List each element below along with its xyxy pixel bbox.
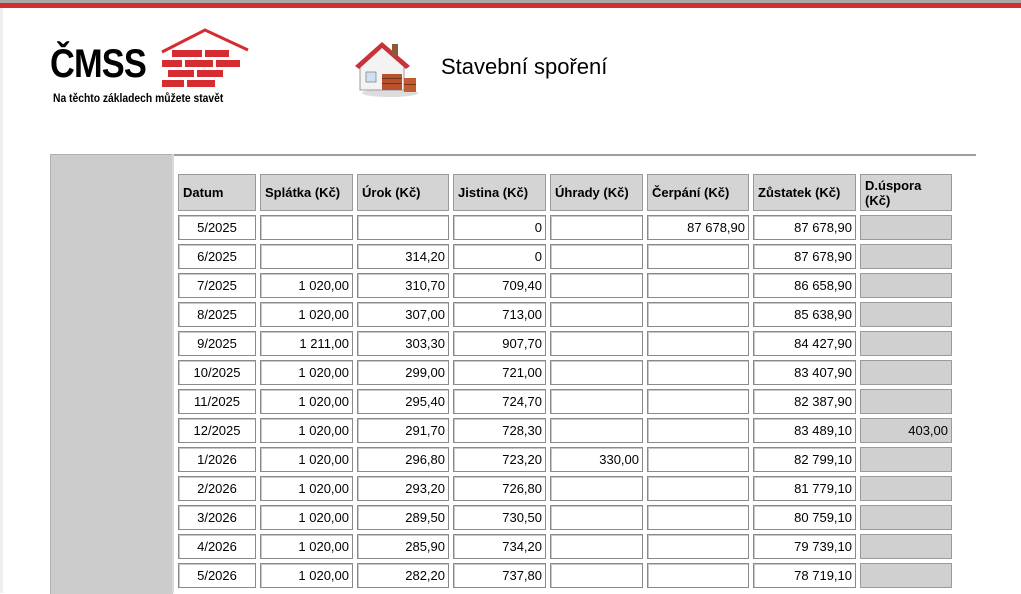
table-row	[178, 215, 952, 240]
cell-urok: 293,20	[357, 476, 449, 501]
cell-jistina: 713,00	[453, 302, 546, 327]
cell-splatka: 1 020,00	[260, 447, 353, 472]
cell-zustatek: 86 658,90	[753, 273, 856, 298]
cell-uhrady	[550, 534, 643, 559]
cell-datum: 12/2025	[178, 418, 256, 443]
col-header-splatka: Splátka (Kč)	[260, 174, 353, 211]
cell-datum: 3/2026	[178, 505, 256, 530]
cell-cerpani	[647, 476, 749, 501]
cell-splatka: 1 020,00	[260, 273, 353, 298]
table-row	[178, 476, 952, 501]
cell-uhrady	[550, 302, 643, 327]
cell-jistina: 0	[453, 244, 546, 269]
logo-tagline: Na těchto základech můžete stavět	[53, 91, 224, 105]
cell-zustatek: 82 799,10	[753, 447, 856, 472]
cell-urok: 310,70	[357, 273, 449, 298]
cell-cerpani	[647, 244, 749, 269]
repayment-schedule-table	[174, 170, 956, 592]
cell-zustatek: 87 678,90	[753, 215, 856, 240]
cell-cerpani	[647, 273, 749, 298]
cell-cerpani	[647, 302, 749, 327]
cell-jistina: 724,70	[453, 389, 546, 414]
cell-jistina: 726,80	[453, 476, 546, 501]
cell-urok: 291,70	[357, 418, 449, 443]
cell-urok: 296,80	[357, 447, 449, 472]
cell-datum: 5/2025	[178, 215, 256, 240]
cell-duspora	[860, 302, 952, 327]
cell-jistina: 721,00	[453, 360, 546, 385]
cell-jistina: 730,50	[453, 505, 546, 530]
cell-urok: 295,40	[357, 389, 449, 414]
cell-urok	[357, 215, 449, 240]
cell-duspora	[860, 389, 952, 414]
cell-uhrady	[550, 244, 643, 269]
content-top-divider	[172, 154, 976, 156]
cell-duspora	[860, 476, 952, 501]
cell-jistina: 737,80	[453, 563, 546, 588]
col-header-uhrady: Úhrady (Kč)	[550, 174, 643, 211]
cell-splatka: 1 020,00	[260, 505, 353, 530]
cell-jistina: 0	[453, 215, 546, 240]
cell-duspora	[860, 273, 952, 298]
cell-uhrady	[550, 273, 643, 298]
cell-urok: 307,00	[357, 302, 449, 327]
table-row	[178, 244, 952, 269]
cell-datum: 8/2025	[178, 302, 256, 327]
cell-zustatek: 80 759,10	[753, 505, 856, 530]
cell-datum: 5/2026	[178, 563, 256, 588]
cell-zustatek: 83 407,90	[753, 360, 856, 385]
cell-urok: 314,20	[357, 244, 449, 269]
cell-cerpani	[647, 389, 749, 414]
cell-zustatek: 79 739,10	[753, 534, 856, 559]
cell-uhrady	[550, 418, 643, 443]
top-red-stripe	[0, 3, 1021, 8]
house-icon	[352, 38, 422, 98]
col-header-duspora: D.úspora (Kč)	[860, 174, 952, 211]
cell-splatka: 1 020,00	[260, 418, 353, 443]
cell-uhrady	[550, 331, 643, 356]
cell-duspora	[860, 215, 952, 240]
cell-uhrady	[550, 476, 643, 501]
col-header-urok: Úrok (Kč)	[357, 174, 449, 211]
col-header-zustatek: Zůstatek (Kč)	[753, 174, 856, 211]
cell-duspora	[860, 360, 952, 385]
table-row	[178, 360, 952, 385]
cmss-logo[interactable]	[50, 28, 250, 108]
cell-urok: 289,50	[357, 505, 449, 530]
table-row	[178, 563, 952, 588]
cell-datum: 2/2026	[178, 476, 256, 501]
page-title: Stavební spoření	[441, 54, 608, 79]
cell-zustatek: 83 489,10	[753, 418, 856, 443]
cell-cerpani	[647, 534, 749, 559]
table-row	[178, 273, 952, 298]
cell-splatka: 1 020,00	[260, 302, 353, 327]
table-row	[178, 505, 952, 530]
cell-duspora	[860, 331, 952, 356]
cell-uhrady	[550, 505, 643, 530]
cell-uhrady	[550, 563, 643, 588]
cell-urok: 285,90	[357, 534, 449, 559]
brick-roof-icon	[160, 28, 250, 90]
cell-splatka	[260, 244, 353, 269]
cell-zustatek: 87 678,90	[753, 244, 856, 269]
cell-duspora	[860, 534, 952, 559]
table-row	[178, 331, 952, 356]
cell-duspora	[860, 447, 952, 472]
col-header-jistina: Jistina (Kč)	[453, 174, 546, 211]
cell-jistina: 907,70	[453, 331, 546, 356]
cell-datum: 11/2025	[178, 389, 256, 414]
cell-cerpani	[647, 447, 749, 472]
cell-jistina: 709,40	[453, 273, 546, 298]
cell-duspora	[860, 505, 952, 530]
cell-zustatek: 78 719,10	[753, 563, 856, 588]
cell-cerpani	[647, 505, 749, 530]
table-row	[178, 389, 952, 414]
cell-cerpani	[647, 360, 749, 385]
cell-urok: 282,20	[357, 563, 449, 588]
left-sidebar-panel	[50, 154, 173, 594]
cell-zustatek: 85 638,90	[753, 302, 856, 327]
cell-splatka: 1 020,00	[260, 476, 353, 501]
cell-zustatek: 82 387,90	[753, 389, 856, 414]
cell-uhrady	[550, 389, 643, 414]
cell-splatka: 1 020,00	[260, 563, 353, 588]
table-row	[178, 418, 952, 443]
col-header-datum: Datum	[178, 174, 256, 211]
table-row	[178, 534, 952, 559]
cell-datum: 6/2025	[178, 244, 256, 269]
cell-datum: 4/2026	[178, 534, 256, 559]
cell-duspora: 403,00	[860, 418, 952, 443]
cell-datum: 9/2025	[178, 331, 256, 356]
cell-duspora	[860, 563, 952, 588]
cell-cerpani: 87 678,90	[647, 215, 749, 240]
cell-datum: 1/2026	[178, 447, 256, 472]
left-edge-strip	[0, 8, 3, 593]
table-row	[178, 447, 952, 472]
cell-splatka: 1 020,00	[260, 360, 353, 385]
col-header-cerpani: Čerpání (Kč)	[647, 174, 749, 211]
cell-splatka: 1 211,00	[260, 331, 353, 356]
cell-splatka	[260, 215, 353, 240]
cell-urok: 299,00	[357, 360, 449, 385]
cell-uhrady	[550, 215, 643, 240]
table-header-row	[178, 174, 952, 211]
cell-cerpani	[647, 563, 749, 588]
cell-uhrady: 330,00	[550, 447, 643, 472]
cell-uhrady	[550, 360, 643, 385]
cell-duspora	[860, 244, 952, 269]
cell-jistina: 728,30	[453, 418, 546, 443]
cell-jistina: 734,20	[453, 534, 546, 559]
table-row	[178, 302, 952, 327]
cell-zustatek: 81 779,10	[753, 476, 856, 501]
logo-wordmark: ČMSS	[50, 42, 146, 86]
cell-cerpani	[647, 331, 749, 356]
cell-urok: 303,30	[357, 331, 449, 356]
cell-cerpani	[647, 418, 749, 443]
cell-splatka: 1 020,00	[260, 534, 353, 559]
cell-zustatek: 84 427,90	[753, 331, 856, 356]
cell-jistina: 723,20	[453, 447, 546, 472]
cell-splatka: 1 020,00	[260, 389, 353, 414]
cell-datum: 10/2025	[178, 360, 256, 385]
cell-datum: 7/2025	[178, 273, 256, 298]
